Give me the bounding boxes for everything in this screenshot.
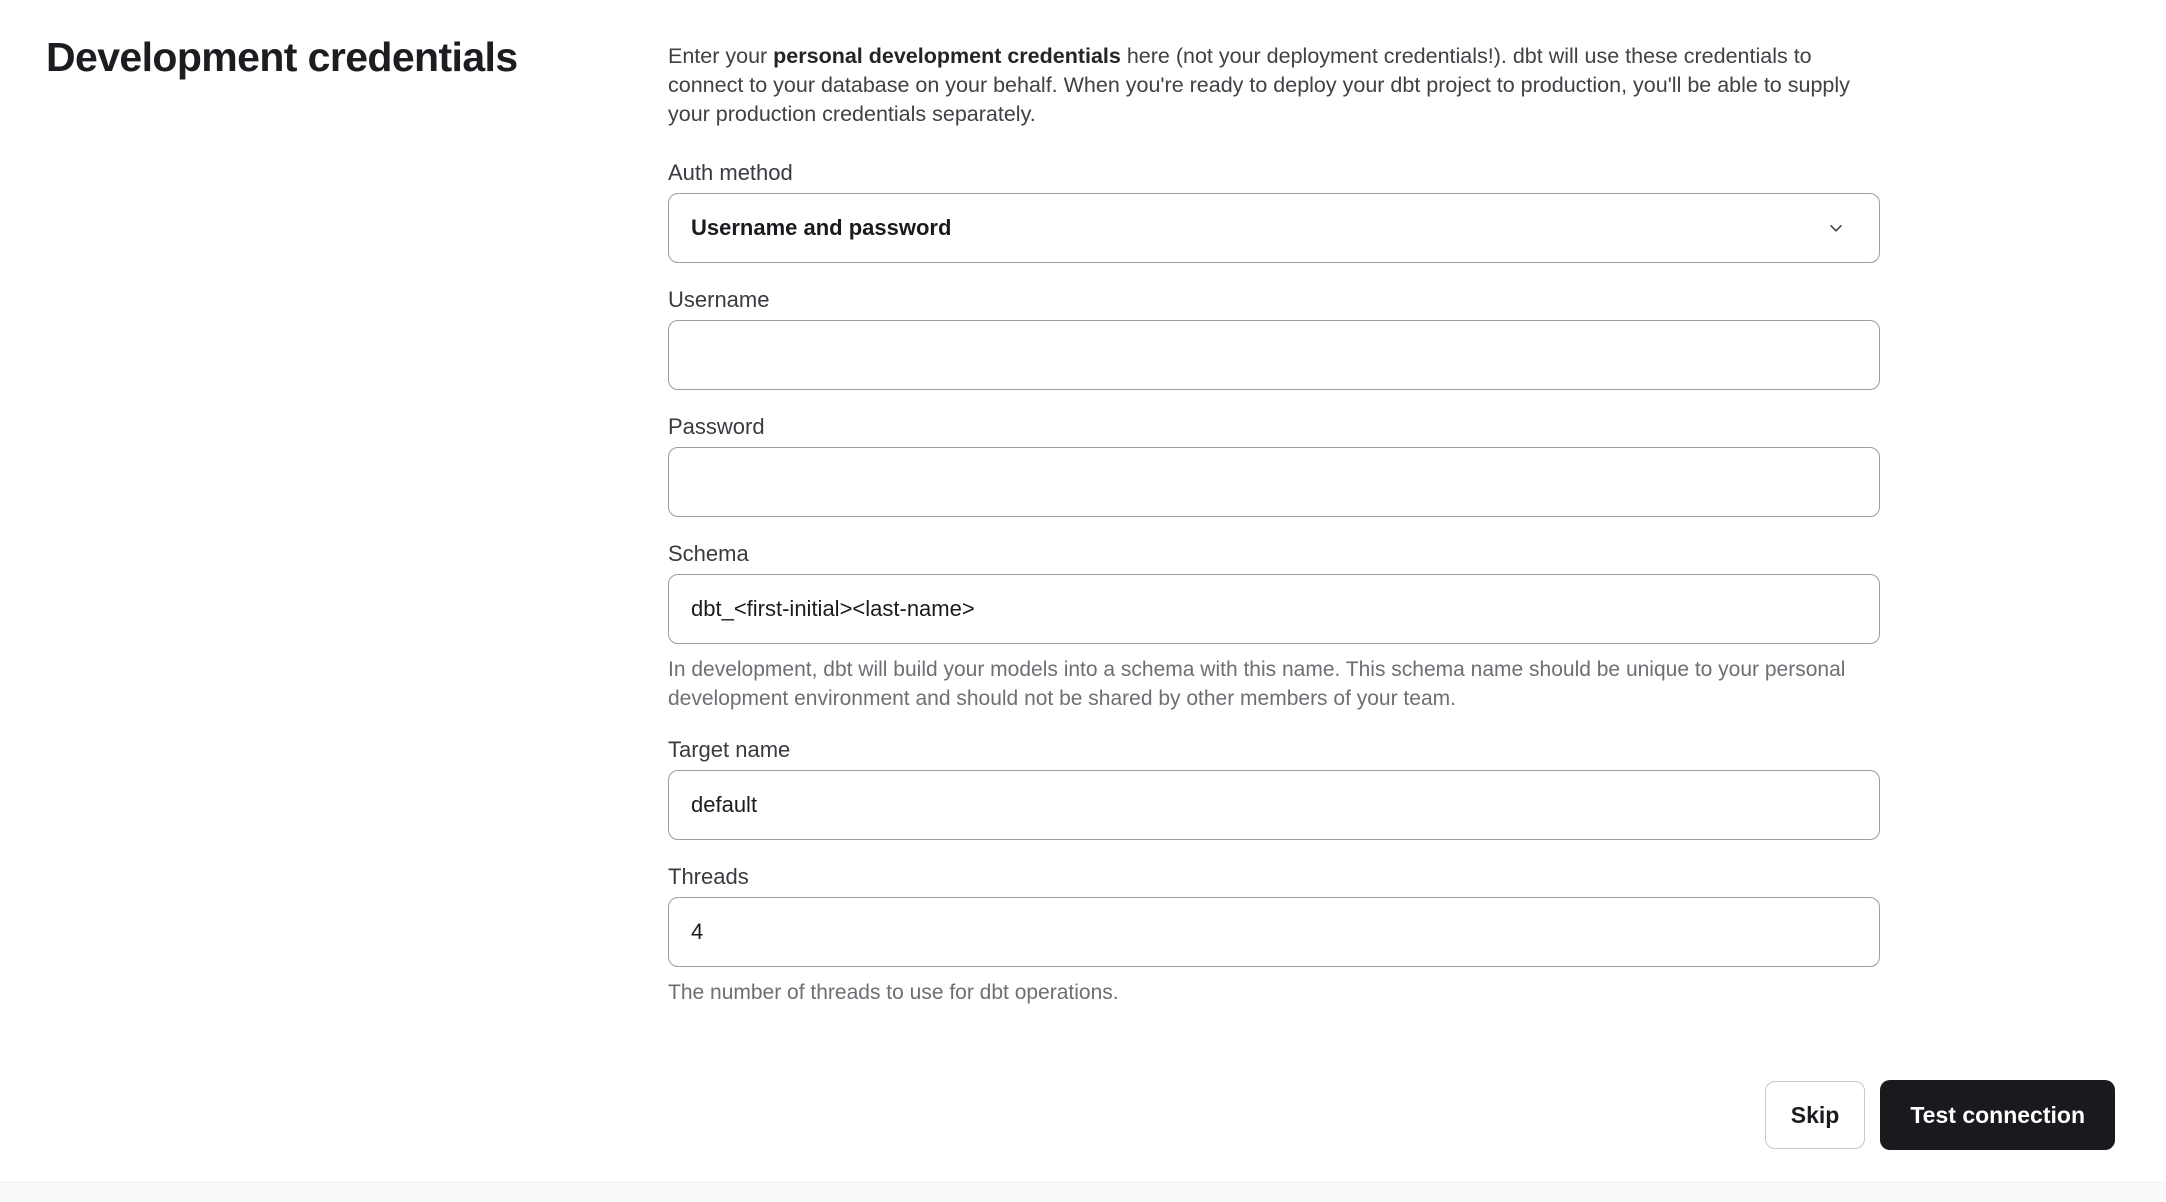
- target-name-label: Target name: [668, 737, 791, 762]
- page-title: Development credentials: [46, 34, 518, 80]
- auth-method-select[interactable]: [668, 193, 1880, 263]
- threads-input[interactable]: [668, 897, 1880, 967]
- intro-text-bold: personal development credentials: [773, 44, 1121, 68]
- credentials-form: [668, 42, 1880, 1030]
- threads-help-text: The number of threads to use for dbt operations.: [668, 981, 1119, 1004]
- auth-method-label: Auth method: [668, 160, 793, 185]
- target-name-input[interactable]: [668, 770, 1880, 840]
- test-connection-button[interactable]: Test connection: [1880, 1080, 2115, 1150]
- page-bottom-edge: [0, 1182, 2166, 1202]
- auth-method-selected-value: Username and password: [691, 215, 952, 240]
- schema-label: Schema: [668, 541, 749, 566]
- password-label: Password: [668, 414, 765, 439]
- skip-button[interactable]: Skip: [1765, 1081, 1866, 1149]
- schema-field-group: [668, 540, 1880, 713]
- threads-label: Threads: [668, 864, 749, 889]
- password-field-group: [668, 413, 1880, 517]
- username-field-group: [668, 286, 1880, 390]
- auth-method-field: [668, 159, 1880, 263]
- schema-help-text: In development, dbt will build your models into a schema with this name. This schema name should be unique to your personal development environment and should not be shared by other members of your team.: [668, 658, 1846, 710]
- intro-text-before: Enter your: [668, 44, 774, 68]
- form-actions: [1765, 1080, 2115, 1150]
- threads-field-group: [668, 863, 1880, 1007]
- intro-text-after: here (not your deployment credentials!). dbt will use these credentials to connect to your database on your behalf. When you're ready to deploy your dbt project to production, you'll be able to supply your production credentials separately.: [668, 44, 1850, 126]
- username-label: Username: [668, 287, 770, 312]
- left-column: [46, 34, 668, 1030]
- target-name-field-group: [668, 736, 1880, 840]
- chevron-down-icon: [1827, 219, 1845, 237]
- intro-text: [668, 42, 1880, 129]
- password-input[interactable]: [668, 447, 1880, 517]
- username-input[interactable]: [668, 320, 1880, 390]
- schema-input[interactable]: [668, 574, 1880, 644]
